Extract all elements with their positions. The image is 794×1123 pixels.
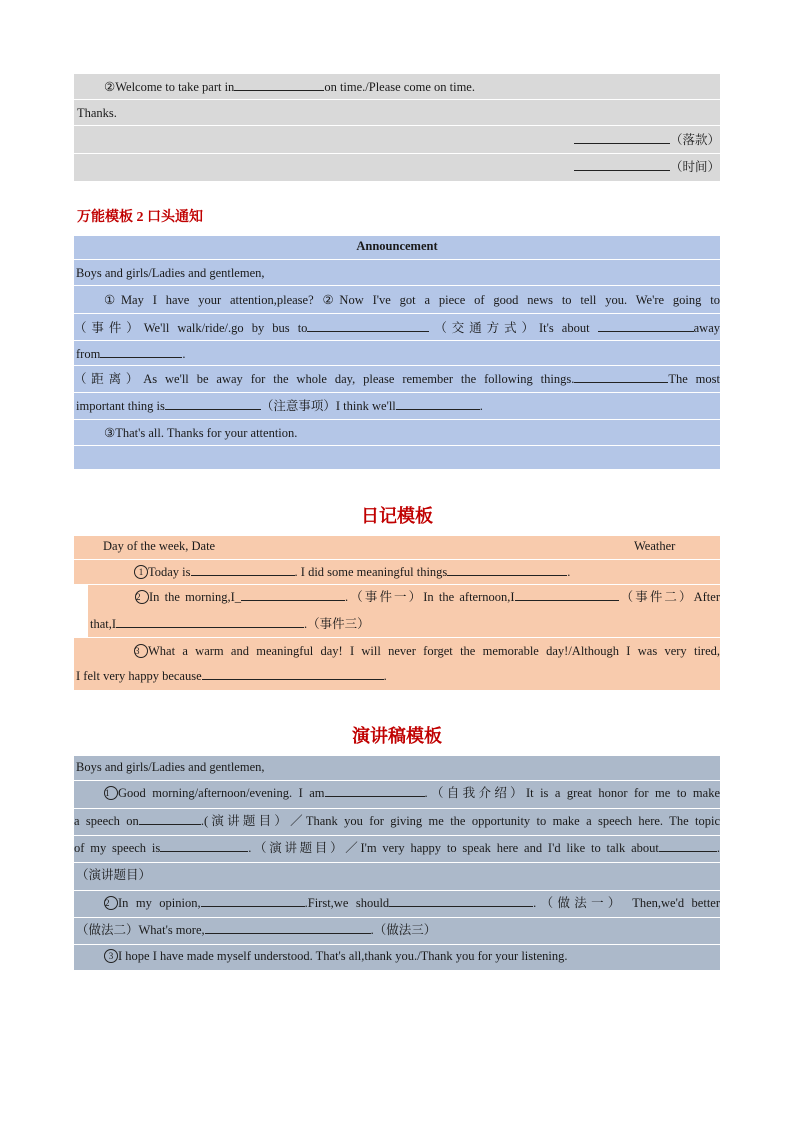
announcement-line-1: ①May I have your attention,please? ②Now I've got a piece of good news to tell you. We're going to (74, 286, 720, 313)
number-3-icon: 3 (104, 949, 118, 963)
announcement-line-2: （事件）We'll walk/ride/.go by bus to （交通方式）It's about away (74, 314, 720, 340)
blank[interactable] (234, 75, 324, 91)
number-1-icon: 1 (104, 786, 118, 800)
number-1-icon: 1 (134, 565, 148, 579)
announcement-line-3: from . (74, 341, 720, 365)
number-3-icon: 3 (134, 644, 148, 658)
blank[interactable] (396, 394, 480, 410)
diary-line-2: 2 In the morning,I_ .（事件一）In the afternoon,I （事件二）After (74, 585, 720, 611)
blank[interactable] (160, 836, 248, 852)
diary-line-4: 3 What a warm and meaningful day! I will never forget the memorable day!/Although I was very tired, (74, 638, 720, 664)
diary-line-1: 1 Today is . I did some meaningful things . (74, 560, 720, 584)
notice-thanks: Thanks. (74, 100, 720, 125)
blank[interactable] (659, 836, 717, 852)
speech-line-3: of my speech is .（演讲题目）／I'm very happy to speak here and I'd like to talk about . (74, 836, 720, 862)
speech-line-1: 1 Good morning/afternoon/evening. I am .（自我介绍）It is a great honor for me to make (74, 781, 720, 808)
blank[interactable] (447, 560, 567, 576)
notice-line-1: ②Welcome to take part in on time./Please come on time. (74, 74, 720, 99)
speech-line-4: （演讲题目） (74, 863, 720, 890)
notice-tail-block (74, 74, 720, 181)
speech-block (74, 756, 720, 970)
blank[interactable] (191, 560, 295, 576)
blank[interactable] (241, 585, 345, 601)
blank[interactable] (574, 155, 670, 171)
blank[interactable] (139, 809, 201, 825)
diary-heading: 日记模板 (361, 506, 433, 526)
speech-line-6: （做法二）What's more, .（做法三） (74, 918, 720, 944)
speech-greeting: Boys and girls/Ladies and gentlemen, (74, 756, 720, 780)
speech-heading: 演讲稿模板 (352, 726, 442, 746)
blank[interactable] (598, 316, 694, 332)
blank[interactable] (205, 918, 371, 934)
announcement-title: Announcement (74, 236, 720, 259)
template2-heading: 万能模板 2 口头通知 (77, 210, 203, 225)
notice-signature: （落款） (74, 126, 720, 153)
speech-line-5: 2 In my opinion, .First,we should .（做法一） Then,we'd better (74, 891, 720, 917)
blank[interactable] (307, 316, 429, 332)
blank[interactable] (165, 394, 261, 410)
announcement-empty-row (74, 446, 720, 469)
blank[interactable] (202, 664, 384, 680)
notice-date: （时间） (74, 154, 720, 181)
speech-line-7: 3 I hope I have made myself understood. That's all,thank you./Thank you for your listening. (74, 945, 720, 970)
diary-date-row: Day of the week, Date Weather (74, 536, 720, 559)
blank[interactable] (100, 342, 182, 358)
announcement-line-4: （距离）As we'll be away for the whole day, please remember the following things. The most (74, 366, 720, 392)
announcement-block (74, 236, 720, 469)
blank[interactable] (574, 128, 670, 144)
announcement-line-5: important thing is （注意事项）I think we'll . (74, 393, 720, 419)
blank[interactable] (325, 781, 425, 797)
number-2-icon: 2 (135, 590, 149, 604)
number-2-icon: 2 (104, 896, 118, 910)
blank[interactable] (116, 612, 304, 628)
announcement-greeting: Boys and girls/Ladies and gentlemen, (74, 260, 720, 285)
announcement-line-6: ③That's all. Thanks for your attention. (74, 420, 720, 445)
diary-line-5: I felt very happy because . (74, 664, 720, 690)
diary-block (74, 536, 720, 690)
blank[interactable] (389, 891, 533, 907)
blank[interactable] (574, 367, 668, 383)
blank[interactable] (515, 585, 619, 601)
blank[interactable] (201, 891, 305, 907)
speech-line-2: a speech on .(演讲题目）／Thank you for giving me the opportunity to make a speech here. The topic (74, 809, 720, 835)
diary-line-3: that,I .（事件三） (74, 611, 720, 637)
